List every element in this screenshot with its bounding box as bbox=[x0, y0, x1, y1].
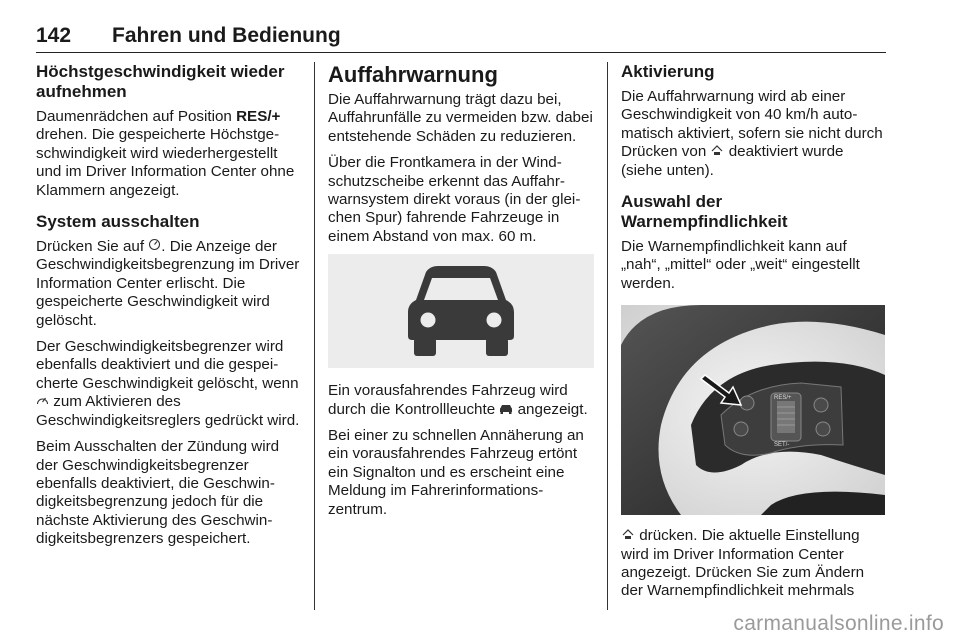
vehicle-ahead-small-icon bbox=[499, 403, 513, 417]
column-3 bbox=[621, 62, 887, 609]
heading-system-off: System ausschalten bbox=[36, 212, 200, 232]
paragraph bbox=[621, 527, 887, 601]
steering-wheel-photo bbox=[621, 305, 885, 515]
text: Daumenrädchen auf Position bbox=[36, 108, 237, 125]
text: Drücken Sie auf bbox=[36, 238, 149, 256]
text: Der Geschwindigkeitsbegrenzer wird ebenfalls deaktiviert und die gespeicherte Geschwindigkeit gelöscht, wenn bbox=[36, 338, 299, 392]
heading-activation: Aktivierung bbox=[621, 62, 715, 81]
paragraph: Bei einer zu schnellen Annäherung an ein vorausfahrendes Fahrzeug ertönt ein Signalton und es erscheint eine Meldung im Fahrerinformationszentrum. bbox=[328, 427, 584, 518]
heading-sensitivity: Auswahl der Warnempfindlichkeit bbox=[621, 192, 788, 232]
page-number: 142 bbox=[36, 24, 72, 47]
paragraph: Beim Ausschalten der Zündung wird der Geschwindigkeitsbegrenzer ebenfalls deaktiviert, die Geschwindigkeitsbegrenzung jedoch für die nächste Aktivierung des Geschwindigkeitsbegrenzers gespeichert. bbox=[36, 438, 280, 548]
heading-resume-speed: Höchstgeschwindigkeit wieder aufnehmen bbox=[36, 62, 285, 101]
text: angezeigt. bbox=[513, 400, 588, 418]
column-divider bbox=[607, 62, 608, 610]
speed-limiter-icon bbox=[148, 240, 161, 254]
paragraph bbox=[36, 108, 302, 200]
text: Die Auffahrwarnung wird ab einer Geschwindigkeit von 40 km/h automatisch aktiviert, sofern sie nicht durch Drücken von bbox=[621, 88, 883, 161]
collision-alert-button-icon bbox=[710, 145, 724, 159]
svg-text:RES/+: RES/+ bbox=[774, 395, 792, 402]
svg-text:SET/-: SET/- bbox=[774, 442, 790, 449]
paragraph: Über die Frontkamera in der Windschutzscheibe erkennt das Auffahrwarnsystem direkt voraus (in der gleichen Spur) fahrende Fahrzeuge in einem Abstand von max. 60 m. bbox=[328, 154, 581, 245]
text: zum Aktivieren des Geschwindigkeitsreglers gedrückt wird. bbox=[36, 393, 300, 429]
watermark: carmanualsonline.info bbox=[733, 612, 944, 635]
section-title: Fahren und Bedienung bbox=[112, 24, 341, 47]
cruise-control-icon bbox=[36, 395, 49, 409]
text: . Die Anzeige der Geschwindigkeitsbegrenzung im Driver Information Center erlischt. Die gespeicherte Geschwindigkeit wird gelöscht. bbox=[36, 238, 300, 329]
column-2 bbox=[328, 62, 596, 527]
paragraph bbox=[36, 338, 302, 430]
text: drehen. Die gespeicherte Höchstgeschwindigkeit wird wiederhergestellt und im Driver Information Center ohne Klammern angezeigt. bbox=[36, 126, 295, 199]
paragraph: Die Warnempfindlichkeit kann auf „nah“, „mittel“ oder „weit“ eingestellt werden. bbox=[621, 238, 860, 292]
paragraph bbox=[621, 88, 887, 180]
text: Ein vorausfahrendes Fahrzeug wird durch die Kontrollleuchte bbox=[328, 382, 568, 418]
column-divider bbox=[314, 62, 315, 610]
collision-alert-button-icon bbox=[621, 529, 635, 543]
text: drücken. Die aktuelle Einstellung wird im Driver Information Center angezeigt. Drücken Sie zum Ändern der Warnempfindlichkeit mehrmals bbox=[621, 527, 865, 600]
text: deaktiviert wurde (siehe unten). bbox=[621, 143, 844, 179]
heading-collision-warning: Auffahrwarnung bbox=[328, 62, 498, 87]
page-header bbox=[36, 24, 886, 53]
paragraph bbox=[36, 238, 302, 330]
vehicle-ahead-icon bbox=[406, 264, 516, 358]
paragraph bbox=[328, 382, 596, 419]
paragraph: Die Auffahrwarnung trägt dazu bei, Auffahrunfälle zu vermeiden bzw. dabei entstehende Schäden zu reduzieren. bbox=[328, 91, 593, 145]
res-plus-label: RES/+ bbox=[236, 108, 281, 125]
vehicle-ahead-indicator-figure bbox=[328, 254, 594, 368]
column-1 bbox=[36, 62, 302, 557]
